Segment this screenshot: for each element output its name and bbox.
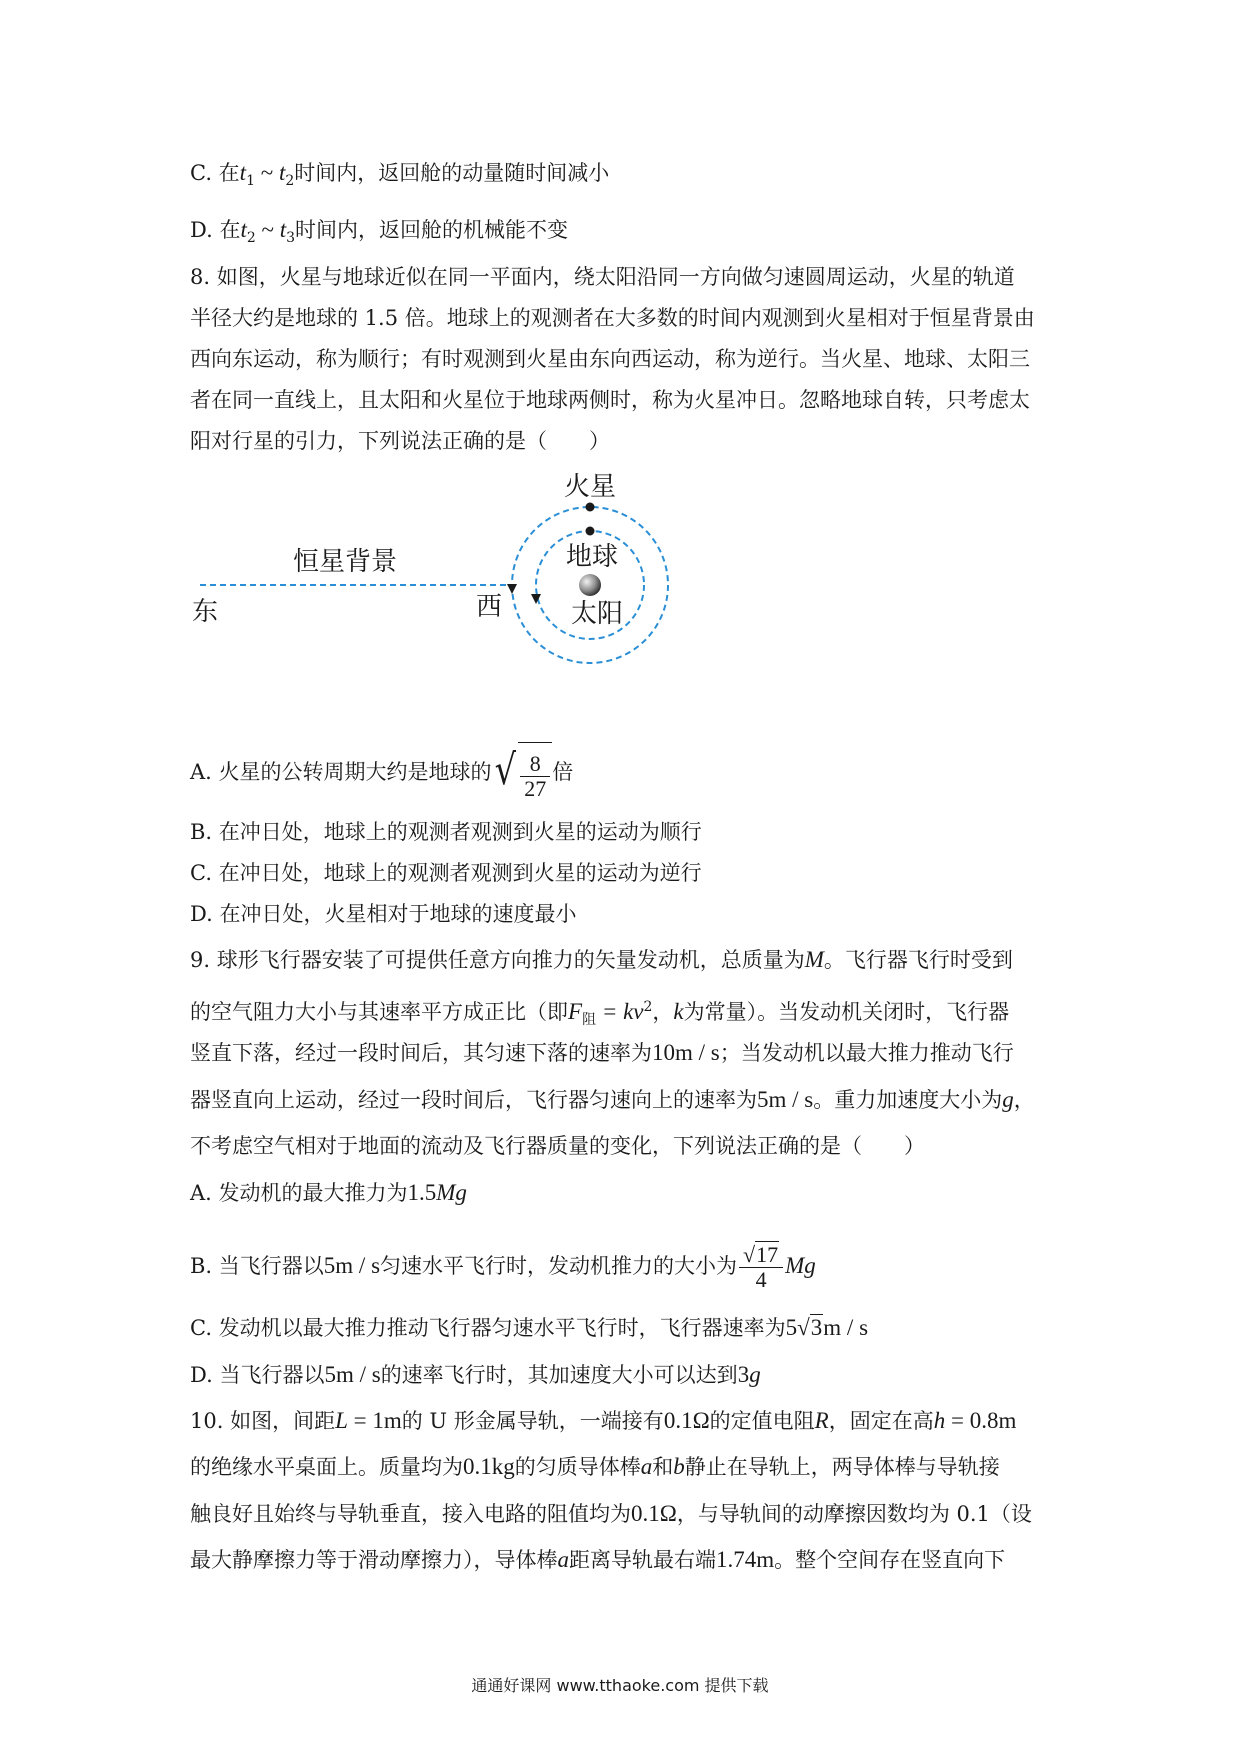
page-footer: 通通好课网 www.tthaoke.com 提供下载: [471, 1676, 769, 1695]
east-label: 东: [192, 597, 219, 627]
q8-option-d: D. 在冲日处，火星相对于地球的速度最小: [190, 902, 577, 926]
fraction: [520, 752, 550, 801]
text: ；当发动机以最大推力推动飞行: [719, 1041, 1014, 1065]
sub-3: 3: [286, 230, 296, 247]
speed-value: 5m / s: [757, 1087, 814, 1112]
radicand: 3: [810, 1315, 823, 1340]
q9-stem-line-3: [190, 1038, 1014, 1068]
var-b: b: [673, 1454, 685, 1479]
text: 器竖直向上运动，经过一段时间后，飞行器匀速向上的速率为: [190, 1088, 757, 1112]
text: 匀速水平飞行时，发动机推力的大小为: [380, 1254, 738, 1278]
text: ，: [1013, 1088, 1035, 1112]
tilde: ~: [254, 160, 279, 185]
q7-option-c-prefix: C. 在: [190, 161, 240, 185]
mass-value: 0.1kg: [463, 1454, 515, 1479]
q8-option-c: C. 在冲日处，地球上的观测者观测到火星的运动为逆行: [190, 861, 702, 885]
text: 竖直下落，经过一段时间后，其匀速下落的速率为: [190, 1041, 652, 1065]
q9-stem-line-4: [190, 1085, 1035, 1115]
q7-option-c: [190, 158, 609, 196]
text: 。重力加速度大小为: [813, 1088, 1003, 1112]
distance-value: 1.74m: [716, 1547, 775, 1572]
q8-stem-line-2: 半径大约是地球的 1.5 倍。地球上的观测者在大多数的时间内观测到火星相对于恒星背景由: [190, 306, 1035, 330]
text: ，: [652, 1000, 674, 1024]
tilde: ~: [255, 217, 280, 242]
formula: = kv: [596, 999, 644, 1024]
sun-ball: [579, 574, 601, 596]
radicand: 17: [756, 1242, 779, 1267]
coefficient: 5: [785, 1315, 798, 1340]
text: 9. 球形飞行器安装了可提供任意方向推力的矢量发动机，总质量为: [190, 948, 805, 972]
q7-option-c-text: 时间内，返回舱的动量随时间减小: [294, 161, 610, 185]
text: D. 当飞行器以: [190, 1363, 325, 1387]
denominator: 27: [524, 776, 547, 801]
q7-option-d-prefix: D. 在: [190, 218, 241, 242]
q9-stem-line-1: [190, 945, 1013, 975]
west-label: 西: [476, 592, 503, 622]
sub-2: 2: [285, 173, 295, 190]
text: 为常量）。当发动机关闭时，飞行器: [683, 1000, 1010, 1024]
text: 。飞行器飞行时受到: [823, 948, 1013, 972]
sub-resistance: 阻: [582, 1012, 597, 1029]
q8-stem-line-5: 阳对行星的引力，下列说法正确的是（ ）: [190, 429, 610, 453]
var-t2: t: [240, 217, 247, 242]
sup-2: 2: [643, 999, 653, 1015]
denominator: 4: [755, 1267, 767, 1292]
var-L: L: [335, 1408, 348, 1433]
text: 的 U 形金属导轨，一端接有: [401, 1409, 664, 1433]
numerator: 8: [520, 752, 550, 777]
var-h: h: [933, 1408, 946, 1433]
radical-sign: √: [494, 745, 516, 794]
sqrt-symbol: √: [797, 1315, 810, 1340]
var-Mg: Mg: [436, 1180, 467, 1205]
unit: m / s: [823, 1315, 869, 1340]
q9-stem-line-2: [190, 992, 1009, 1035]
text: 的速率飞行时，其加速度大小可以达到: [380, 1363, 738, 1387]
fraction: [739, 1243, 783, 1292]
mars-direction-arrow: [507, 584, 517, 594]
radicand: [518, 742, 552, 805]
var-g: g: [749, 1362, 761, 1387]
sub-2: 2: [246, 230, 256, 247]
q10-stem-line-3: [190, 1499, 1032, 1529]
speed-value: 10m / s: [652, 1040, 720, 1065]
q8-stem-line-4: 者在同一直线上，且太阳和火星位于地球两侧时，称为火星冲日。忽略地球自转，只考虑太: [190, 388, 1030, 412]
q8-stem-line-3: 西向东运动，称为顺行；有时观测到火星由东向西运动，称为逆行。当火星、地球、太阳三: [190, 347, 1030, 371]
text: 静止在导轨上，两导体棒与导轨接: [684, 1455, 1000, 1479]
star-background-label: 恒星背景: [292, 547, 398, 577]
q7-option-d: [190, 215, 568, 253]
text: 10. 如图，间距: [190, 1409, 336, 1433]
numerator: √17: [739, 1243, 783, 1268]
var-t3: t: [279, 217, 287, 242]
var-g: g: [1002, 1087, 1014, 1112]
number: 1.5: [407, 1180, 437, 1205]
text: 最大静摩擦力等于滑动摩擦力），导体棒: [190, 1548, 558, 1572]
text: 的空气阻力大小与其速率平方成正比（即: [190, 1000, 568, 1024]
earth-dot: [586, 527, 595, 536]
var-a: a: [557, 1547, 569, 1572]
q8-option-a-suffix: 倍: [552, 760, 574, 784]
var-F: F: [568, 999, 583, 1024]
q9-option-b: [190, 1236, 816, 1296]
mars-dot: [586, 503, 595, 512]
var-k: k: [673, 999, 684, 1024]
var-a: a: [640, 1454, 653, 1479]
resistance-value: 0.1Ω: [663, 1408, 710, 1433]
text: 的匀质导体棒: [514, 1455, 641, 1479]
text: 距离导轨最右端: [569, 1548, 716, 1572]
text: 和: [652, 1455, 674, 1479]
resistance-value: 0.1Ω: [631, 1501, 677, 1526]
text: B. 当飞行器以: [190, 1254, 324, 1278]
text: A. 发动机的最大推力为: [190, 1181, 408, 1205]
var-t2: t: [278, 160, 286, 185]
q10-stem-line-1: [190, 1406, 1016, 1436]
speed-value: 5m / s: [323, 1253, 381, 1278]
text: ，固定在高: [828, 1409, 934, 1433]
speed-value: 5m / s: [324, 1362, 381, 1387]
text: 。整个空间存在竖直向下: [774, 1548, 1006, 1572]
var-t1: t: [239, 160, 247, 185]
q8-stem-line-1: 8. 如图，火星与地球近似在同一平面内，绕太阳沿同一方向做匀速圆周运动，火星的轨道: [190, 265, 1015, 289]
q10-stem-line-2: [190, 1452, 1000, 1482]
text: ，与导轨间的动摩擦因数均为 0.1（设: [676, 1502, 1032, 1526]
sqrt-expression: [492, 742, 553, 805]
q8-option-a-text: A. 火星的公转周期大约是地球的: [190, 760, 492, 784]
q8-option-b: B. 在冲日处，地球上的观测者观测到火星的运动为顺行: [190, 820, 702, 844]
text: C. 发动机以最大推力推动飞行器匀速水平飞行时，飞行器速率为: [190, 1316, 786, 1340]
q8-option-a: [190, 742, 573, 805]
text: 触良好且始终与导轨垂直，接入电路的阻值均为: [190, 1502, 631, 1526]
q7-option-d-text: 时间内，返回舱的机械能不变: [295, 218, 569, 242]
text: 的绝缘水平桌面上。质量均为: [190, 1455, 463, 1479]
value: = 1m: [347, 1408, 402, 1433]
sub-1: 1: [246, 173, 255, 190]
q9-stem-line-5: 不考虑空气相对于地面的流动及飞行器质量的变化，下列说法正确的是（ ）: [190, 1134, 925, 1158]
var-R: R: [814, 1408, 829, 1433]
text: 的定值电阻: [709, 1409, 815, 1433]
sun-label: 太阳: [570, 599, 624, 629]
mars-label: 火星: [563, 472, 617, 502]
q10-stem-line-4: [190, 1545, 1005, 1575]
orbit-diagram: [190, 470, 690, 680]
value: = 0.8m: [945, 1408, 1017, 1433]
q9-option-c: [190, 1313, 868, 1343]
var-M: M: [804, 947, 824, 972]
earth-label: 地球: [565, 542, 619, 572]
q9-option-a: [190, 1178, 467, 1208]
q9-option-d: [190, 1360, 761, 1390]
var-Mg: Mg: [785, 1253, 816, 1278]
number: 3: [737, 1362, 750, 1387]
